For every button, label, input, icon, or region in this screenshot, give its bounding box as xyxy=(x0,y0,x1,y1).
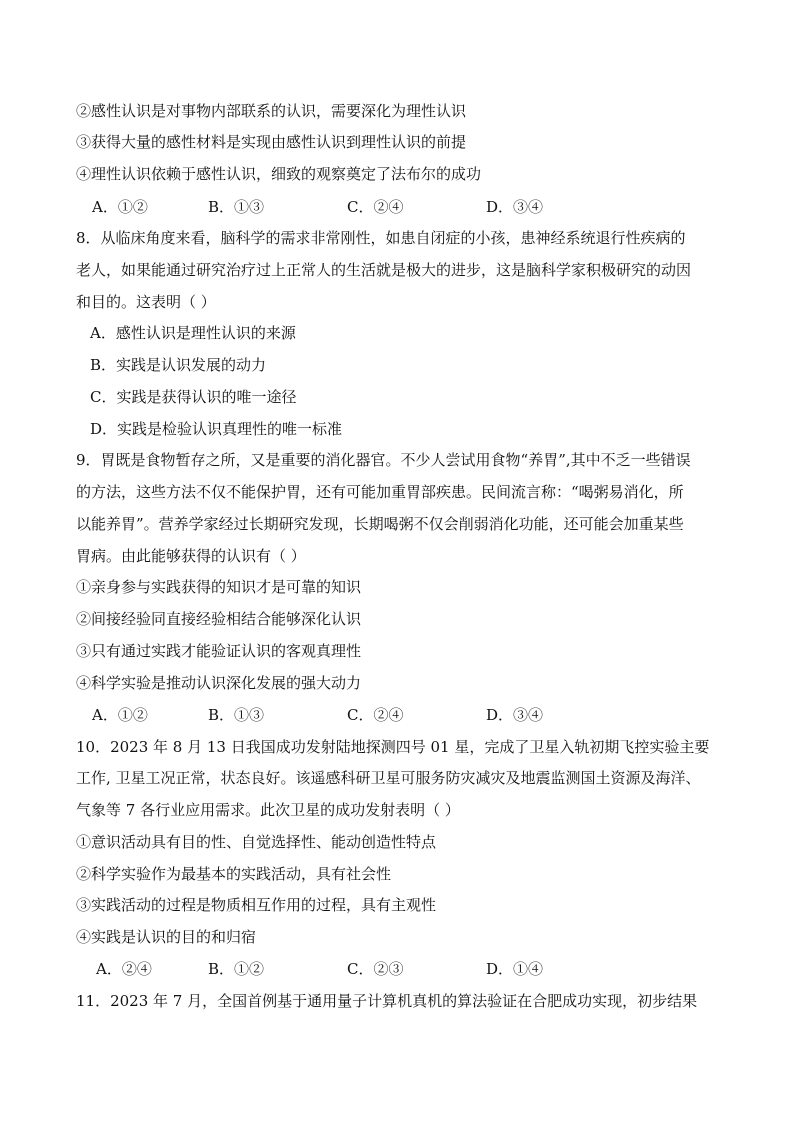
q8-stem-line-2: 老人，如果能通过研究治疗过上正常人的生活就是极大的进步，这是脑科学家积极研究的动因 xyxy=(76,261,692,279)
q10-option-a: A．②④ xyxy=(96,960,152,978)
q10-stem-line-3: 气象等 7 各行业应用需求。此次卫星的成功发射表明（ ） xyxy=(76,801,460,819)
q9-item-1: ①亲身参与实践获得的知识才是可靠的知识 xyxy=(76,578,362,596)
q10-option-b: B．①② xyxy=(208,960,265,978)
q10-option-c: C．②③ xyxy=(347,960,404,978)
q8-option-d: D．实践是检验认识真理性的唯一标准 xyxy=(90,420,343,438)
q8-option-a: A．感性认识是理性认识的来源 xyxy=(90,324,296,342)
q9-stem-line-4: 胃病。由此能够获得的认识有（ ） xyxy=(76,547,306,565)
q7-option-c: C．②④ xyxy=(347,198,404,216)
q7-options xyxy=(0,197,794,217)
q9-stem-line-2: 的方法，这些方法不仅不能保护胃，还有可能加重胃部疾患。民间流言称：“喝粥易消化，所 xyxy=(76,483,684,501)
q11-stem-line-1: 11．2023 年 7 月，全国首例基于通用量子计算机真机的算法验证在合肥成功实现，初步结果 xyxy=(76,992,698,1010)
q10-option-d: D．①④ xyxy=(486,960,544,978)
q7-option-b: B．①③ xyxy=(208,198,265,216)
q7-item-2: ②感性认识是对事物内部联系的认识，需要深化为理性认识 xyxy=(76,102,467,120)
q10-item-3: ③实践活动的过程是物质相互作用的过程，具有主观性 xyxy=(76,896,437,914)
q8-stem-line-1: 8．从临床角度来看，脑科学的需求非常刚性，如患自闭症的小孩，患神经系统退行性疾病的 xyxy=(76,229,686,247)
q10-stem-line-1: 10．2023 年 8 月 13 日我国成功发射陆地探测四号 01 星，完成了卫星入轨初期飞控实验主要 xyxy=(76,738,710,756)
q8-stem-line-3: 和目的。这表明（ ） xyxy=(76,293,216,311)
q9-option-a: A．①② xyxy=(92,706,148,724)
q10-stem-line-2: 工作, 卫星工况正常，状态良好。该遥感科研卫星可服务防灾减灾及地震监测国土资源及海洋、 xyxy=(76,769,701,787)
q10-item-4: ④实践是认识的目的和归宿 xyxy=(76,928,257,946)
q10-item-2: ②科学实验作为最基本的实践活动，具有社会性 xyxy=(76,865,392,883)
q9-option-d: D．③④ xyxy=(486,706,544,724)
q9-item-3: ③只有通过实践才能验证认识的客观真理性 xyxy=(76,642,362,660)
q8-option-c: C．实践是获得认识的唯一途径 xyxy=(90,388,297,406)
q10-item-1: ①意识活动具有目的性、自觉选择性、能动创造性特点 xyxy=(76,833,437,851)
q9-options xyxy=(0,705,794,725)
q9-item-2: ②间接经验同直接经验相结合能够深化认识 xyxy=(76,610,362,628)
q8-option-b: B．实践是认识发展的动力 xyxy=(90,356,267,374)
q7-item-3: ③获得大量的感性材料是实现由感性认识到理性认识的前提 xyxy=(76,133,467,151)
q7-option-a: A．①② xyxy=(92,198,148,216)
q9-option-c: C．②④ xyxy=(347,706,404,724)
q9-stem-line-3: 以能养胃”。营养学家经过长期研究发现，长期喝粥不仅会削弱消化功能，还可能会加重某些 xyxy=(76,515,684,533)
q9-option-b: B．①③ xyxy=(208,706,265,724)
q10-options xyxy=(0,959,794,979)
q9-item-4: ④科学实验是推动认识深化发展的强大动力 xyxy=(76,674,362,692)
q7-item-4: ④理性认识依赖于感性认识，细致的观察奠定了法布尔的成功 xyxy=(76,165,482,183)
q9-stem-line-1: 9．胃既是食物暂存之所，又是重要的消化器官。不少人尝试用食物“养胃”,其中不乏一些错误 xyxy=(76,451,691,469)
q7-option-d: D．③④ xyxy=(486,198,544,216)
